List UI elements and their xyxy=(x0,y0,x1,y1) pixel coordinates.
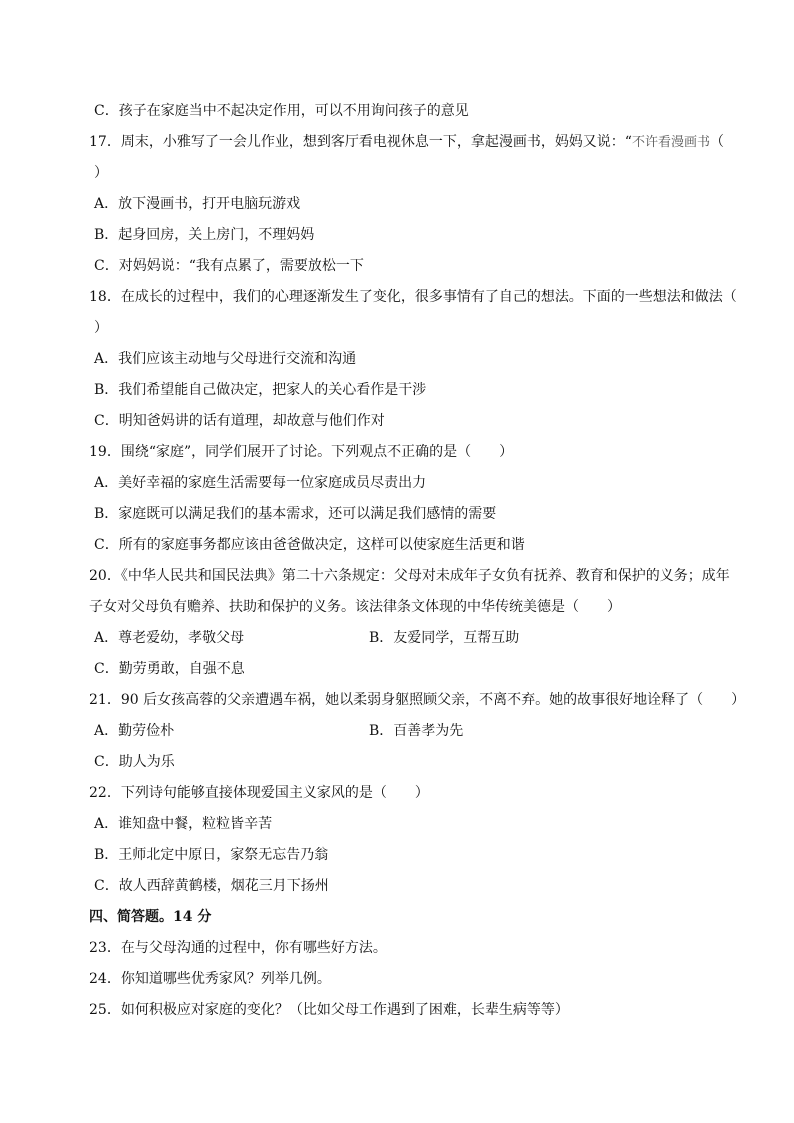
q18-option-b: B．我们希望能自己做决定，把家人的关心看作是干涉 xyxy=(94,382,427,398)
q17-option-b: B．起身回房，关上房门，不理妈妈 xyxy=(94,227,315,243)
q22-option-b: B．王师北定中原日，家祭无忘告乃翁 xyxy=(94,847,329,863)
q20-option-c: C．勤劳勇敢，自强不息 xyxy=(94,661,245,677)
q20-option-a: A．尊老爱幼，孝敬父母 xyxy=(94,630,245,646)
q22-option-a: A．谁知盘中餐，粒粒皆辛苦 xyxy=(94,816,273,832)
q18-option-a: A．我们应该主动地与父母进行交流和沟通 xyxy=(94,351,357,367)
q20-stem-line1: 20．《中华人民共和国民法典》第二十六条规定：父母对未成年子女负有抚养、教育和保护的义务；成年 xyxy=(89,568,730,584)
q22-option-c: C．故人西辞黄鹤楼，烟花三月下扬州 xyxy=(94,878,329,894)
q25-stem: 25．如何积极应对家庭的变化？（比如父母工作遇到了困难，长辈生病等等） xyxy=(89,1002,569,1018)
q19-option-b: B．家庭既可以满足我们的基本需求，还可以满足我们感情的需要 xyxy=(94,506,497,522)
q21-stem: 21．90 后女孩高蓉的父亲遭遇车祸，她以柔弱身躯照顾父亲，不离不弃。她的故事很好地诠释了（ ） xyxy=(89,692,746,708)
q17-option-a: A．放下漫画书，打开电脑玩游戏 xyxy=(94,196,301,212)
q16-option-c: C．孩子在家庭当中不起决定作用，可以不用询问孩子的意见 xyxy=(94,103,469,119)
q21-option-b: B．百善孝为先 xyxy=(369,723,464,739)
q17-stem-tail: 不许看漫画书 xyxy=(631,135,710,150)
q19-stem: 19．围绕“家庭”，同学们展开了讨论。下列观点不正确的是（ ） xyxy=(89,444,514,460)
q17-stem-main: 17．周末，小雅写了一会儿作业，想到客厅看电视休息一下，拿起漫画书，妈妈又说：“ xyxy=(89,134,632,150)
q23-stem: 23．在与父母沟通的过程中，你有哪些好方法。 xyxy=(89,940,387,956)
q22-stem: 22．下列诗句能够直接体现爱国主义家风的是（ ） xyxy=(89,785,429,801)
q17-option-c: C．对妈妈说：“我有点累了，需要放松一下 xyxy=(94,258,364,274)
q18-stem: 18．在成长的过程中，我们的心理逐渐发生了变化，很多事情有了自己的想法。下面的一些想法和做法（ xyxy=(89,289,737,305)
q20-stem-line2: 子女对父母负有赡养、扶助和保护的义务。该法律条文体现的中华传统美德是（ ） xyxy=(89,599,621,615)
q21-option-c: C．助人为乐 xyxy=(94,754,175,770)
q18-bracket-close: ） xyxy=(94,320,108,336)
section4-heading: 四、简答题。14 分 xyxy=(89,909,212,925)
q19-option-a: A．美好幸福的家庭生活需要每一位家庭成员尽责出力 xyxy=(94,475,427,491)
q20-option-b: B．友爱同学，互帮互助 xyxy=(369,630,520,646)
q21-option-a: A．勤劳俭朴 xyxy=(94,723,175,739)
q18-option-c: C．明知爸妈讲的话有道理，却故意与他们作对 xyxy=(94,413,385,429)
q17-stem xyxy=(89,132,724,152)
q17-bracket-close: ） xyxy=(94,165,108,181)
q19-option-c: C．所有的家庭事务都应该由爸爸做决定，这样可以使家庭生活更和谐 xyxy=(94,537,525,553)
q17-bracket-open: （ xyxy=(710,134,724,150)
q24-stem: 24．你知道哪些优秀家风？列举几例。 xyxy=(89,971,331,987)
